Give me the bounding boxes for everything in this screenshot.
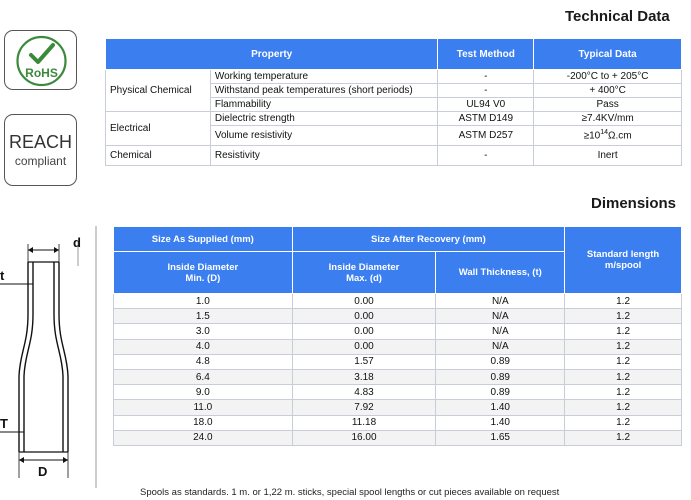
cell-min-diameter: 18.0 [114, 415, 293, 430]
cell-max-diameter: 11.18 [292, 415, 436, 430]
col-header-test-method: Test Method [438, 39, 534, 70]
table-row [106, 112, 682, 126]
col-header-wall-thickness: Wall Thickness, (t) [436, 252, 565, 294]
table-row [114, 400, 682, 415]
cell-standard-length: 1.2 [565, 294, 682, 309]
cell-wall-thickness: 1.40 [436, 400, 565, 415]
cell-standard-length: 1.2 [565, 354, 682, 369]
property-cell: Volume resistivity [210, 126, 438, 146]
cell-standard-length: 1.2 [565, 339, 682, 354]
dims-header-row-1 [114, 227, 682, 252]
dims-body [114, 294, 682, 446]
cell-max-diameter: 4.83 [292, 385, 436, 400]
dimensions-table [113, 226, 682, 446]
cell-min-diameter: 9.0 [114, 385, 293, 400]
max-line2: Max. (d) [346, 272, 382, 284]
min-line1: Inside Diameter [167, 261, 239, 273]
table-row [114, 309, 682, 324]
value-prefix: ≥10 [583, 130, 601, 142]
cell-wall-thickness: N/A [436, 339, 565, 354]
value-cell: -200°C to + 205°C [534, 70, 682, 84]
cell-max-diameter: 0.00 [292, 309, 436, 324]
label-T: T [0, 416, 8, 431]
cell-wall-thickness: 0.89 [436, 354, 565, 369]
cell-max-diameter: 0.00 [292, 324, 436, 339]
value-cell [534, 126, 682, 146]
std-length-line2: m/spool [604, 260, 642, 271]
cell-standard-length: 1.2 [565, 369, 682, 384]
value-cell: + 400°C [534, 84, 682, 98]
col-header-inside-diameter-max [292, 252, 436, 294]
col-header-property: Property [106, 39, 438, 70]
method-cell: ASTM D257 [438, 126, 534, 146]
table-row [114, 354, 682, 369]
property-cell: Resistivity [210, 146, 438, 166]
value-exponent: 14 [600, 129, 609, 137]
cell-standard-length: 1.2 [565, 415, 682, 430]
cell-wall-thickness: 1.65 [436, 430, 565, 445]
property-cell: Working temperature [210, 70, 438, 84]
table-row [114, 385, 682, 400]
cell-min-diameter: 1.5 [114, 309, 293, 324]
cell-standard-length: 1.2 [565, 385, 682, 400]
cell-max-diameter: 7.92 [292, 400, 436, 415]
property-cell: Withstand peak temperatures (short periods) [210, 84, 438, 98]
col-header-standard-length [565, 227, 682, 294]
col-header-inside-diameter-min [114, 252, 293, 294]
reach-subtitle: compliant [14, 154, 67, 168]
method-cell: - [438, 84, 534, 98]
group-label-electrical: Electrical [106, 112, 211, 146]
value-cell: Inert [534, 146, 682, 166]
cell-standard-length: 1.2 [565, 324, 682, 339]
rohs-badge [4, 30, 77, 90]
cell-wall-thickness: N/A [436, 309, 565, 324]
cell-max-diameter: 0.00 [292, 294, 436, 309]
cell-min-diameter: 1.0 [114, 294, 293, 309]
cell-max-diameter: 3.18 [292, 369, 436, 384]
label-D: D [38, 464, 48, 479]
rohs-text: RoHS [25, 66, 58, 80]
group-label-physical: Physical Chemical [106, 70, 211, 112]
cell-standard-length: 1.2 [565, 400, 682, 415]
technical-data-table [105, 38, 682, 166]
table-row [114, 339, 682, 354]
rohs-logo-icon [5, 31, 78, 91]
cell-wall-thickness: 1.40 [436, 415, 565, 430]
cell-wall-thickness: N/A [436, 324, 565, 339]
property-cell: Flammability [210, 98, 438, 112]
table-row [106, 70, 682, 84]
cell-min-diameter: 6.4 [114, 369, 293, 384]
col-header-after-recovery: Size After Recovery (mm) [292, 227, 565, 252]
method-cell: - [438, 146, 534, 166]
std-length-line1: Standard length [586, 249, 660, 260]
property-cell: Dielectric strength [210, 112, 438, 126]
table-row [114, 415, 682, 430]
cell-standard-length: 1.2 [565, 430, 682, 445]
dimensions-heading: Dimensions [591, 195, 677, 212]
cell-min-diameter: 4.8 [114, 354, 293, 369]
method-cell: UL94 V0 [438, 98, 534, 112]
table-row [114, 369, 682, 384]
reach-title: REACH [8, 132, 72, 152]
table-row [106, 146, 682, 166]
cell-max-diameter: 16.00 [292, 430, 436, 445]
group-label-chemical: Chemical [106, 146, 211, 166]
cell-wall-thickness: N/A [436, 294, 565, 309]
value-unit: Ω.cm [608, 130, 632, 142]
label-t: t [0, 268, 5, 283]
method-cell: - [438, 70, 534, 84]
col-header-as-supplied: Size As Supplied (mm) [114, 227, 293, 252]
tube-dimension-diagram [0, 226, 105, 488]
cell-min-diameter: 3.0 [114, 324, 293, 339]
value-cell: Pass [534, 98, 682, 112]
tech-header-row [106, 39, 682, 70]
cell-min-diameter: 4.0 [114, 339, 293, 354]
table-row [114, 294, 682, 309]
label-d: d [73, 235, 81, 250]
cell-standard-length: 1.2 [565, 309, 682, 324]
footnote: Spools as standards. 1 m. or 1,22 m. sticks, special spool lengths or cut pieces available on request [140, 487, 560, 498]
table-row [114, 430, 682, 445]
technical-data-heading: Technical Data [565, 8, 670, 25]
cell-max-diameter: 1.57 [292, 354, 436, 369]
method-cell: ASTM D149 [438, 112, 534, 126]
table-row [114, 324, 682, 339]
max-line1: Inside Diameter [328, 261, 400, 273]
min-line2: Min. (D) [185, 272, 221, 284]
reach-badge [4, 114, 77, 186]
cell-wall-thickness: 0.89 [436, 385, 565, 400]
col-header-typical-data: Typical Data [534, 39, 682, 70]
cell-max-diameter: 0.00 [292, 339, 436, 354]
cell-min-diameter: 11.0 [114, 400, 293, 415]
cell-min-diameter: 24.0 [114, 430, 293, 445]
value-cell: ≥7.4KV/mm [534, 112, 682, 126]
cell-wall-thickness: 0.89 [436, 369, 565, 384]
